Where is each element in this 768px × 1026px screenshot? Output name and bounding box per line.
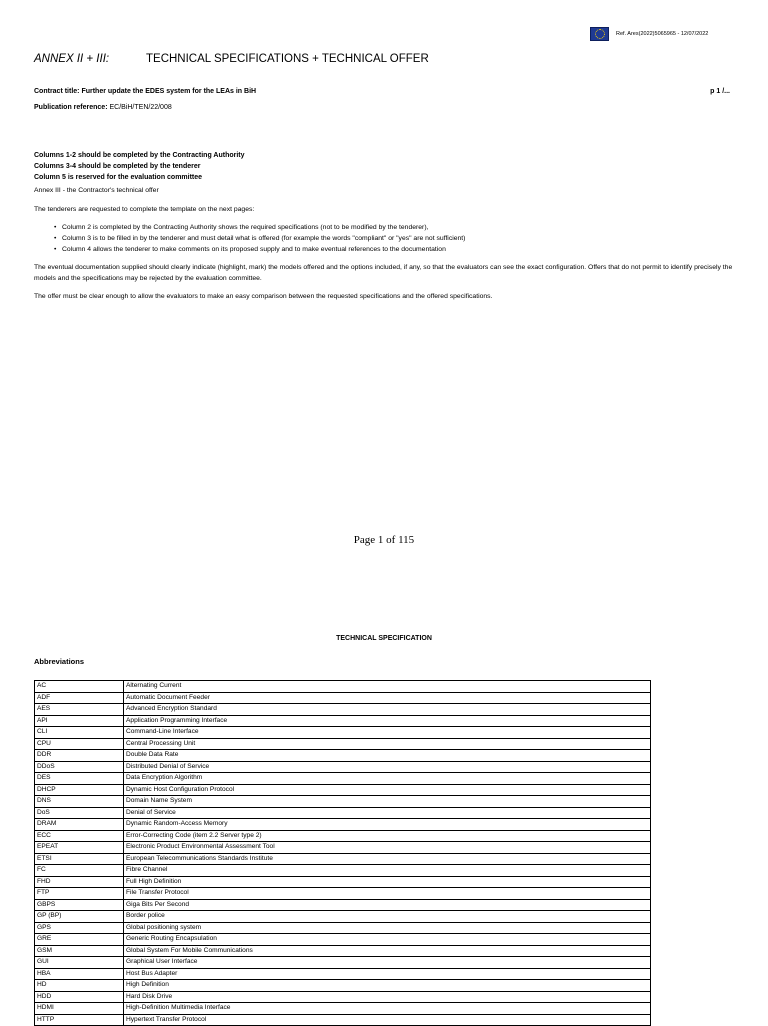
table-row [35,865,651,877]
bullet-item: • Column 3 is to be filled in by the tenderer and must detail what is offered (for example the words "compliant" or "yes" are not sufficient) [62,233,465,244]
definition-cell: Data Encryption Algorithm [124,773,651,785]
table-row [35,807,651,819]
table-row [35,692,651,704]
abbreviation-cell: ADF [35,692,124,704]
annex3-heading: Annex III - the Contractor's technical offer [34,187,159,194]
abbreviation-cell: DoS [35,807,124,819]
table-row [35,934,651,946]
ares-reference: Ref. Ares(2022)5065965 - 12/07/2022 [616,31,709,37]
abbreviation-cell: CPU [35,738,124,750]
annex-subtitle: TECHNICAL SPECIFICATIONS + TECHNICAL OFFER [146,53,429,65]
definition-cell: Hypertext Transfer Protocol [124,1014,651,1026]
definition-cell: Global System For Mobile Communications [124,945,651,957]
page-reference: p 1 /... [710,88,730,95]
table-row [35,957,651,969]
abbreviation-cell: GRE [35,934,124,946]
publication-reference [34,104,172,111]
abbreviation-cell: GUI [35,957,124,969]
definition-cell: Electronic Product Environmental Assessment Tool [124,842,651,854]
abbreviation-cell: HD [35,980,124,992]
abbreviation-cell: HTTP [35,1014,124,1026]
bullet-item: • Column 2 is completed by the Contracting Authority shows the required specifications (not to be modified by the tenderer), [62,222,465,233]
definition-cell: Application Programming Interface [124,715,651,727]
abbreviation-cell: HDMI [35,1003,124,1015]
definition-cell: Border police [124,911,651,923]
column-instruction: Column 5 is reserved for the evaluation committee [34,174,203,181]
abbreviation-cell: GSM [35,945,124,957]
table-row [35,681,651,693]
definition-cell: Dynamic Host Configuration Protocol [124,784,651,796]
abbreviation-cell: DDoS [35,761,124,773]
page-number: Page 1 of 115 [353,534,415,546]
table-row [35,784,651,796]
comparison-paragraph: The offer must be clear enough to allow the evaluators to make an easy comparison between the requested specifications and the offered specifications. [34,293,493,300]
table-row [35,819,651,831]
table-row [35,738,651,750]
abbreviation-cell: DES [35,773,124,785]
publication-label: Publication reference: [34,104,108,111]
definition-cell: Domain Name System [124,796,651,808]
table-row [35,991,651,1003]
table-row [35,911,651,923]
definition-cell: Fibre Channel [124,865,651,877]
contract-title: Contract title: Further update the EDES system for the LEAs in BiH [34,88,257,95]
table-row [35,980,651,992]
abbreviation-cell: DRAM [35,819,124,831]
column-instructions [34,150,245,183]
abbreviation-cell: FC [35,865,124,877]
abbreviations-table [34,680,651,1026]
table-row [35,853,651,865]
abbreviation-cell: DNS [35,796,124,808]
definition-cell: Command-Line Interface [124,727,651,739]
eu-flag-icon [590,27,609,41]
abbreviation-cell: HDD [35,991,124,1003]
table-row [35,888,651,900]
table-row [35,968,651,980]
definition-cell: Full High Definition [124,876,651,888]
definition-cell: Distributed Denial of Service [124,761,651,773]
definition-cell: Host Bus Adapter [124,968,651,980]
column-instruction: Columns 1-2 should be completed by the Contracting Authority [34,152,245,159]
definition-cell: Global positioning system [124,922,651,934]
abbreviation-cell: FTP [35,888,124,900]
definition-cell: Double Data Rate [124,750,651,762]
abbreviation-cell: GBPS [35,899,124,911]
abbreviation-cell: CLI [35,727,124,739]
definition-cell: High Definition [124,980,651,992]
abbreviation-cell: EPEAT [35,842,124,854]
table-row [35,899,651,911]
table-row [35,830,651,842]
reference-stamp [590,27,708,41]
abbreviation-cell: AC [35,681,124,693]
table-row [35,761,651,773]
annex-title: ANNEX II + III: [34,53,110,65]
definition-cell: Dynamic Random-Access Memory [124,819,651,831]
definition-cell: Advanced Encryption Standard [124,704,651,716]
abbreviation-cell: DDR [35,750,124,762]
publication-value: EC/BiH/TEN/22/008 [107,104,172,111]
intro-text: The tenderers are requested to complete the template on the next pages: [34,206,255,213]
definition-cell: Central Processing Unit [124,738,651,750]
table-row [35,773,651,785]
definition-cell: Hard Disk Drive [124,991,651,1003]
abbreviation-cell: HBA [35,968,124,980]
table-row [35,1003,651,1015]
definition-cell: Graphical User Interface [124,957,651,969]
abbreviation-cell: ECC [35,830,124,842]
definition-cell: File Transfer Protocol [124,888,651,900]
definition-cell: Error-Correcting Code (item 2.2 Server type 2) [124,830,651,842]
table-row [35,922,651,934]
table-row [35,876,651,888]
bullet-item: • Column 4 allows the tenderer to make comments on its proposed supply and to make eventual references to the documentation [62,244,465,255]
table-row [35,842,651,854]
table-row [35,727,651,739]
abbreviation-cell: GPS [35,922,124,934]
abbreviation-cell: DHCP [35,784,124,796]
definition-cell: High-Definition Multimedia Interface [124,1003,651,1015]
abbreviation-cell: ETSI [35,853,124,865]
definition-cell: Giga Bits Per Second [124,899,651,911]
definition-cell: Generic Routing Encapsulation [124,934,651,946]
abbreviation-cell: AES [35,704,124,716]
documentation-paragraph: The eventual documentation supplied should clearly indicate (highlight, mark) the models offered and the options included, if any, so that the evaluators can see the exact configuration. Offers that do not permit to identify precisely the models and the specifications may be rejected by the evaluation committee. [34,264,733,282]
table-row [35,796,651,808]
definition-cell: European Telecommunications Standards Institute [124,853,651,865]
definition-cell: Automatic Document Feeder [124,692,651,704]
table-row [35,750,651,762]
definition-cell: Denial of Service [124,807,651,819]
table-row [35,715,651,727]
abbreviations-heading: Abbreviations [34,657,85,666]
definition-cell: Alternating Current [124,681,651,693]
table-row [35,945,651,957]
column-instruction: Columns 3-4 should be completed by the tenderer [34,163,201,170]
abbreviation-cell: FHD [35,876,124,888]
abbreviation-cell: API [35,715,124,727]
instruction-bullets [62,222,465,255]
technical-specification-title: TECHNICAL SPECIFICATION [336,635,432,642]
abbreviation-cell: GP (BP) [35,911,124,923]
table-row [35,704,651,716]
